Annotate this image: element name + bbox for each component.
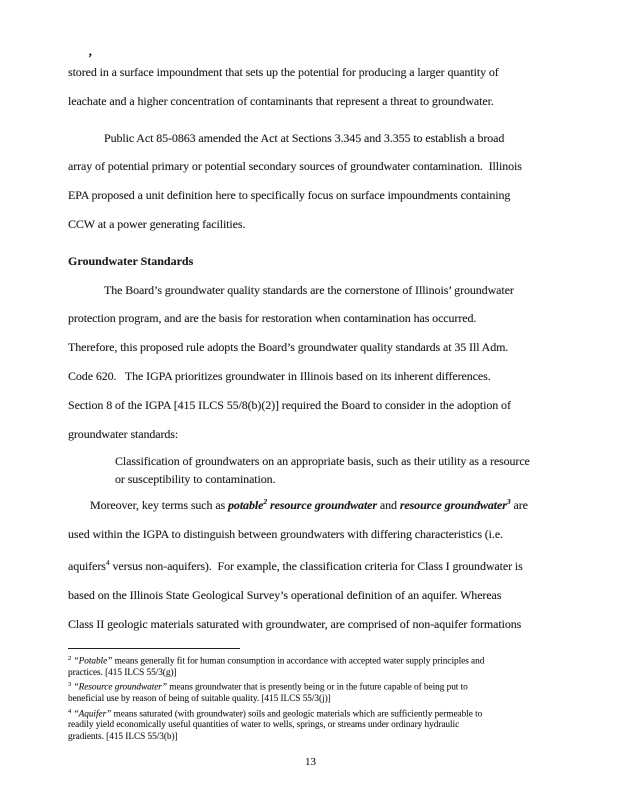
- footnote-3: [68, 679, 568, 705]
- footnote-4: [68, 706, 568, 743]
- footnote-line: gradients. [415 ILCS 55/3(b)]: [68, 731, 178, 742]
- body-line: Code 620. The IGPA prioritizes groundwater in Illinois based on its inherent differences.: [68, 368, 491, 383]
- paragraph-2: [68, 124, 568, 239]
- body-line: stored in a surface impoundment that sets up the potential for producing a larger quantity of: [68, 65, 499, 79]
- quote-line: Classification of groundwaters on an appropriate basis, such as their utility as a resource: [115, 454, 530, 469]
- footnote-line: practices. [415 ILCS 55/3(g)]: [68, 668, 177, 679]
- stray-scan-mark: ’: [88, 50, 93, 65]
- footnote-line: [68, 653, 568, 668]
- body-text: versus non-aquifers). For example, the classification criteria for Class I groundwater is: [109, 558, 523, 573]
- block-quote: [115, 452, 568, 488]
- body-text: aquifers: [68, 558, 106, 573]
- footnote-2: [68, 653, 568, 679]
- body-line: used within the IGPA to distinguish between groundwaters with differing characteristics (i.e.: [68, 527, 503, 542]
- section-heading: Groundwater Standards: [68, 253, 194, 268]
- body-line: array of potential primary or potential secondary sources of groundwater contamination. Illinois: [68, 159, 522, 174]
- footnote-line: readily yield economically useful quantities of water to wells, springs, or streams under ordinary hydraulic: [68, 720, 460, 731]
- body-line: leachate and a higher concentration of contaminants that represent a threat to groundwater.: [68, 93, 494, 108]
- body-line: [68, 488, 568, 520]
- body-line: EPA proposed a unit definition here to specifically focus on surface impoundments containing: [68, 188, 511, 203]
- body-line: groundwater standards:: [68, 426, 179, 441]
- key-term-potable: potable: [228, 498, 264, 513]
- footnote-line: [68, 679, 568, 694]
- paragraph-3: [68, 276, 568, 449]
- paragraph-1: [68, 58, 568, 116]
- footnotes: [68, 653, 568, 743]
- footnote-ref-3: 3: [506, 497, 511, 507]
- footnote-marker: 3: [68, 681, 72, 689]
- footnote-text: means groundwater that is presently being or in the future capable of being put to: [167, 682, 468, 693]
- body-line: Therefore, this proposed rule adopts the Board’s groundwater quality standards at 35 Ill Adm.: [68, 340, 509, 355]
- key-term-resource-groundwater: resource groundwater: [267, 498, 377, 513]
- body-text: and: [376, 498, 400, 513]
- paragraph-4: [68, 488, 568, 638]
- footnote-line: beneficial use by reason of being of suitable quality. [415 ILCS 55/3(j)]: [68, 694, 331, 705]
- footnote-ref-2: 2: [263, 497, 268, 507]
- footnote-term: “Potable”: [73, 656, 113, 667]
- body-line: CCW at a power generating facilities.: [68, 216, 246, 231]
- footnote-term: “Resource groundwater”: [73, 682, 167, 693]
- footnote-ref-4: 4: [105, 557, 110, 567]
- body-line: The Board’s groundwater quality standards are the cornerstone of Illinois’ groundwater: [104, 282, 514, 297]
- footnote-marker: 2: [68, 655, 72, 663]
- footnote-marker: 4: [68, 707, 72, 715]
- footnote-text: means saturated (with groundwater) soils and geologic materials which are sufficiently permeable to: [111, 709, 483, 720]
- body-line: Public Act 85-0863 amended the Act at Sections 3.345 and 3.355 to establish a broad: [104, 130, 505, 145]
- key-term-resource-groundwater-2: resource groundwater: [399, 498, 507, 513]
- footnote-term: “Aquifer”: [73, 709, 112, 720]
- body-line: Class II geologic materials saturated with groundwater, are comprised of non-aquifer formations: [68, 616, 522, 631]
- footnote-text: means generally fit for human consumption in accordance with accepted water supply principles and: [112, 656, 485, 667]
- body-line: protection program, and are the basis for restoration when contamination has occurred.: [68, 311, 477, 326]
- page-content: [68, 58, 568, 768]
- footnote-separator: [68, 648, 240, 649]
- body-line: [68, 549, 568, 581]
- body-text: are: [510, 498, 528, 513]
- body-text: Moreover, key terms such as: [90, 498, 229, 513]
- body-line: based on the Illinois State Geological Survey’s operational definition of an aquifer. Whereas: [68, 587, 502, 602]
- page-number: 13: [305, 755, 316, 768]
- quote-line: or susceptibility to contamination.: [115, 472, 276, 487]
- footnote-line: [68, 706, 568, 721]
- body-line: Section 8 of the IGPA [415 ILCS 55/8(b)(2)] required the Board to consider in the adoption of: [68, 397, 511, 412]
